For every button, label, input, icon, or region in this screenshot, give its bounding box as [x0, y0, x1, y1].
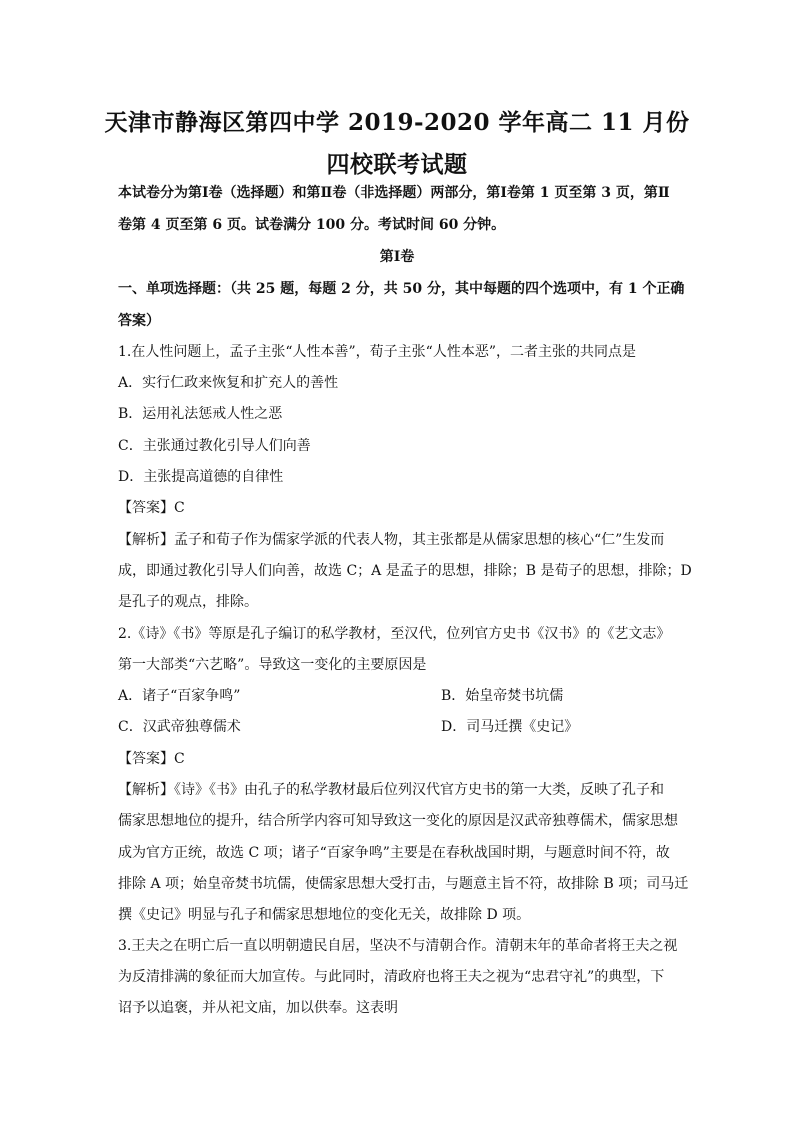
q1-option-b: B．运用礼法惩戒人性之恶: [118, 406, 283, 422]
part-heading-line2: 答案）: [118, 313, 160, 329]
section-title: 第Ⅰ卷: [379, 249, 415, 265]
q2-option-d: D．司马迁撰《史记》: [441, 719, 579, 735]
q1-answer: 【答案】C: [118, 500, 185, 516]
part-heading-line1: 一、单项选择题：（共 25 题，每题 2 分，共 50 分，其中每题的四个选项中，有 1 个正确: [118, 281, 685, 297]
q1-option-c: C．主张通过教化引导人们向善: [118, 438, 311, 454]
q1-option-a: A．实行仁政来恢复和扩充人的善性: [118, 375, 339, 391]
q2-analysis-line4: 排除 A 项；始皇帝焚书坑儒，使儒家思想大受打击，与题意主旨不符，故排除 B 项；司马迁: [118, 876, 689, 892]
q2-option-b: B．始皇帝焚书坑儒: [441, 688, 564, 704]
q3-stem-line1: 3.王夫之在明亡后一直以明朝遗民自居，坚决不与清朝合作。清朝末年的革命者将王夫之视: [118, 938, 678, 954]
intro-line1: 本试卷分为第Ⅰ卷（选择题）和第Ⅱ卷（非选择题）两部分，第Ⅰ卷第 1 页至第 3 页，第Ⅱ: [118, 185, 670, 201]
doc-title-line2: 四校联考试题: [326, 151, 468, 178]
q2-analysis-line3: 成为官方正统，故选 C 项；诸子“百家争鸣”主要是在春秋战国时期，与题意时间不符，故: [118, 845, 670, 861]
doc-title-line1: 天津市静海区第四中学 2019-2020 学年高二 11 月份: [104, 109, 690, 136]
q1-stem-line1: 1.在人性问题上，孟子主张“人性本善”，荀子主张“人性本恶”，二者主张的共同点是: [118, 344, 636, 360]
q3-stem-line3: 诏予以追褒，并从祀文庙，加以供奉。这表明: [118, 1000, 398, 1016]
q2-option-c: C．汉武帝独尊儒术: [118, 719, 241, 735]
q3-stem-line2: 为反清排满的象征而大加宣传。与此同时，清政府也将王夫之视为“忠君守礼”的典型，下: [118, 969, 665, 985]
q2-analysis-line5: 撰《史记》明显与孔子和儒家思想地位的变化无关，故排除 D 项。: [118, 907, 531, 923]
q2-analysis-line1: 【解析】《诗》《书》由孔子的私学教材最后位列汉代官方史书的第一大类，反映了孔子和: [118, 782, 664, 798]
q2-answer: 【答案】C: [118, 751, 185, 767]
q1-analysis-line2: 成，即通过教化引导人们向善，故选 C；A 是孟子的思想，排除；B 是荀子的思想，排除；D: [118, 563, 692, 579]
q1-analysis-line3: 是孔子的观点，排除。: [118, 594, 258, 610]
q1-option-d: D．主张提高道德的自律性: [118, 469, 284, 485]
q2-stem-line1: 2.《诗》《书》等原是孔子编订的私学教材，至汉代，位列官方史书《汉书》的《艺文志》: [118, 626, 671, 642]
q2-stem-line2: 第一大部类“六艺略”。导致这一变化的主要原因是: [118, 657, 427, 673]
q2-option-a: A．诸子“百家争鸣”: [118, 688, 241, 704]
q2-analysis-line2: 儒家思想地位的提升，结合所学内容可知导致这一变化的原因是汉武帝独尊儒术，儒家思想: [118, 813, 678, 829]
intro-line2: 卷第 4 页至第 6 页。试卷满分 100 分。考试时间 60 分钟。: [118, 217, 506, 233]
q1-analysis-line1: 【解析】孟子和荀子作为儒家学派的代表人物，其主张都是从儒家思想的核心“仁”生发而: [118, 532, 665, 548]
